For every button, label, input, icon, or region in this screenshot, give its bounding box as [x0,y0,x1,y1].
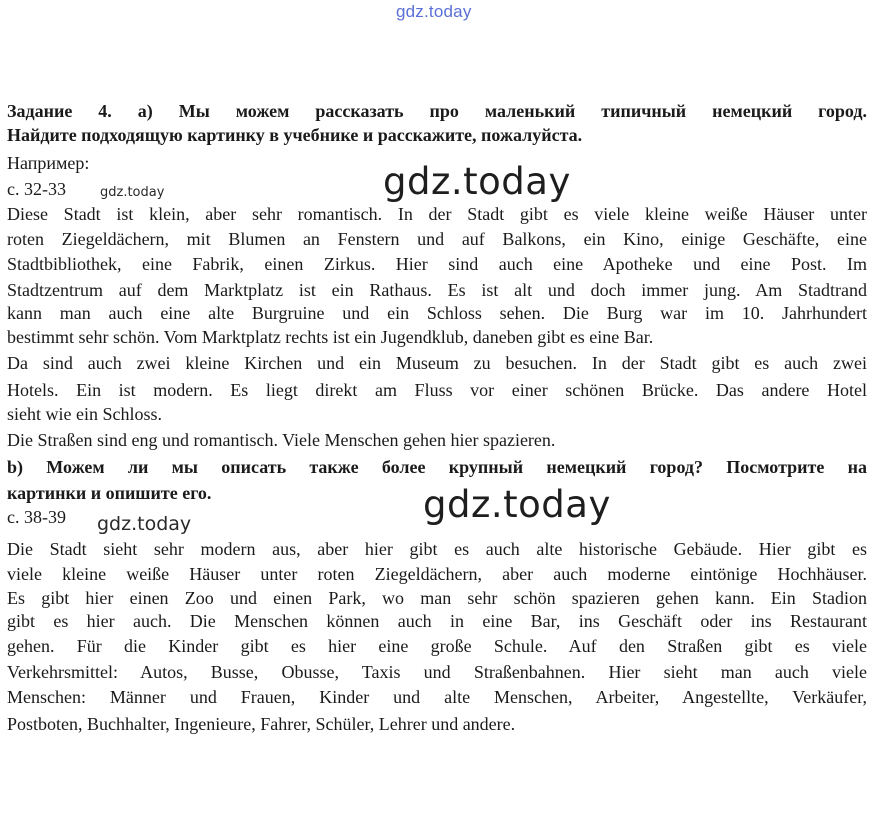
page-ref-b: с. 38-39 [7,507,66,527]
paragraph-a-line: roten Ziegeldächern, mit Blumen an Fenstern und auf Balkons, ein Kino, einige Geschäfte, eine [7,229,867,249]
paragraph-b-line: Die Stadt sieht sehr modern aus, aber hier gibt es auch alte historische Gebäude. Hier gibt es [7,539,867,559]
paragraph-b-line: viele kleine weiße Häuser unter roten Ziegeldächern, aber auch moderne eintönige Hochhäuser. [7,564,867,584]
paragraph-a-line: sieht wie ein Schloss. [7,404,162,424]
task-b-heading-line-2: картинки и опишите его. [7,483,212,503]
paragraph-b-line: Verkehrsmittel: Autos, Busse, Obusse, Taxis und Straßenbahnen. Hier sieht man auch viele [7,662,867,682]
paragraph-a-line: bestimmt sehr schön. Vom Marktplatz rechts ist ein Jugendklub, daneben gibt es eine Bar. [7,327,654,347]
paragraph-b-line: Postboten, Buchhalter, Ingenieure, Fahrer, Schüler, Lehrer und andere. [7,714,516,734]
paragraph-b-line: gehen. Für die Kinder gibt es hier eine große Schule. Auf den Straßen gibt es viele [7,636,867,656]
watermark-small-1: gdz.today [100,185,165,200]
task-heading-line-1: Задание 4. a) Мы можем рассказать про маленький типичный немецкий город. [7,101,867,121]
task-b-heading-line-1: b) Можем ли мы описать также более крупный немецкий город? Посмотрите на [7,457,867,477]
example-label: Например: [7,153,90,173]
paragraph-a-line: Da sind auch zwei kleine Kirchen und ein Museum zu besuchen. In der Stadt gibt es auch zwei [7,353,867,373]
paragraph-a-line: Stadtzentrum auf dem Marktplatz ist ein Rathaus. Es ist alt und doch immer jung. Am Stadtrand [7,280,867,300]
watermark-big-2: gdz.today [423,483,611,526]
watermark-top: gdz.today [396,2,472,21]
watermark-small-2: gdz.today [97,513,192,535]
task-heading-line-2: Найдите подходящую картинку в учебнике и расскажите, пожалуйста. [7,125,583,145]
paragraph-a-line: Diese Stadt ist klein, aber sehr romantisch. In der Stadt gibt es viele kleine weiße Häuser unter [7,204,867,224]
paragraph-a-line: kann man auch eine alte Burgruine und ein Schloss sehen. Die Burg war im 10. Jahrhundert [7,303,867,323]
paragraph-b-line: gibt es hier auch. Die Menschen können auch in eine Bar, ins Geschäft oder ins Restaurant [7,611,867,631]
paragraph-a-line: Hotels. Ein ist modern. Es liegt direkt am Fluss vor einer schönen Brücke. Das andere Hotel [7,380,867,400]
paragraph-a-line: Stadtbibliothek, eine Fabrik, einen Zirkus. Hier sind auch eine Apotheke und eine Post. Im [7,254,867,274]
paragraph-b-line: Es gibt hier einen Zoo und einen Park, wo man sehr schön spazieren gehen kann. Ein Stadion [7,588,867,608]
paragraph-a-line: Die Straßen sind eng und romantisch. Viele Menschen gehen hier spazieren. [7,430,556,450]
paragraph-b-line: Menschen: Männer und Frauen, Kinder und alte Menschen, Arbeiter, Angestellte, Verkäufer, [7,687,867,707]
page-ref-a: с. 32-33 [7,179,66,199]
watermark-big-1: gdz.today [383,160,571,203]
